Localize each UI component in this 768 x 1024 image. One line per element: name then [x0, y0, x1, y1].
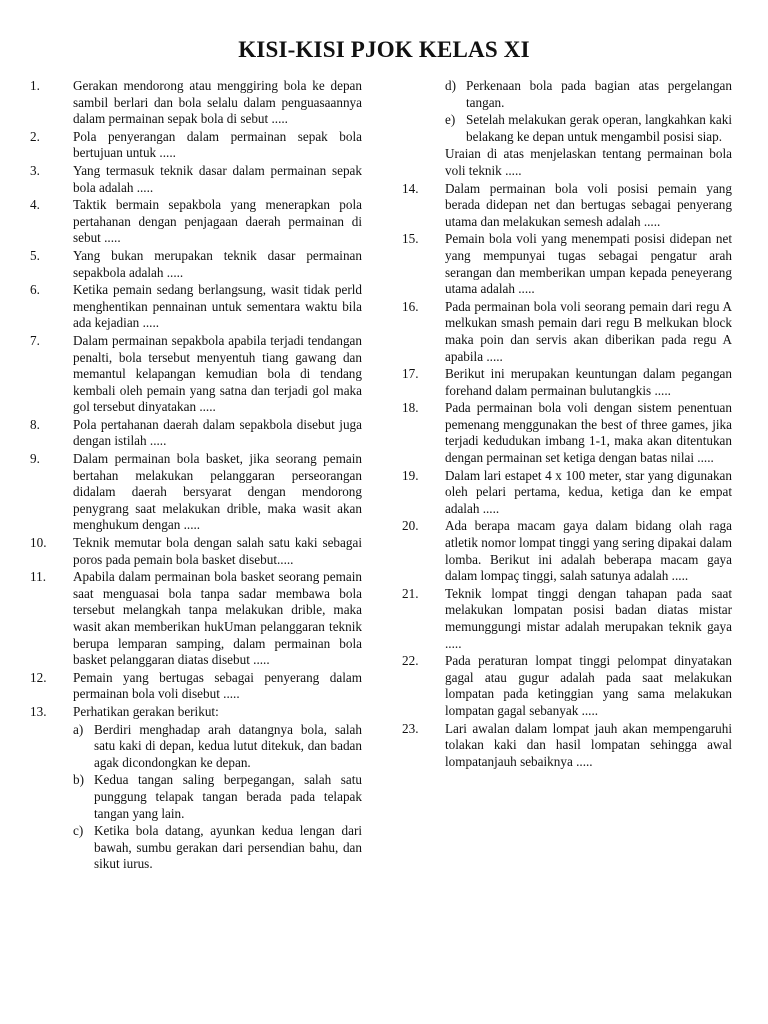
- question-text: Perhatikan gerakan berikut:: [73, 703, 219, 719]
- question-number: 10.: [30, 535, 47, 551]
- question-7: [30, 333, 362, 416]
- question-4: [30, 197, 362, 247]
- question-text: Dalam permainan bola voli posisi pemain yang berada didepan net dan bertugas sebagai penyerang utama dan melakukan semesh adalah .....: [445, 180, 732, 229]
- question-3: [30, 163, 362, 196]
- question-22: [402, 653, 732, 719]
- question-number: 22.: [402, 653, 419, 669]
- question-21: [402, 586, 732, 652]
- question-text: Pemain yang bertugas sebagai penyerang dalam permainan bola voli disebut .....: [73, 669, 362, 702]
- question-number: 18.: [402, 400, 419, 416]
- question-number: 9.: [30, 451, 40, 467]
- question-text: Pada peraturan lompat tinggi pelompat dinyatakan gagal atau gugur adalah pada saat melakukan lompatan pada ketinggian yang sama melakukan lompatan gagal sebanyak .....: [445, 653, 732, 718]
- option-text: Berdiri menghadap arah datangnya bola, salah satu kaki di depan, kedua lutut ditekuk, dan badan agak dicondongkan ke depan.: [94, 721, 362, 770]
- right-column: [402, 78, 732, 771]
- option-e: [445, 112, 732, 145]
- question-number: 19.: [402, 467, 419, 483]
- question-13-tail: Uraian di atas menjelaskan tentang permainan bola voli teknik .....: [445, 146, 732, 178]
- question-11: [30, 569, 362, 669]
- option-text: Ketika bola datang, ayunkan kedua lengan dari bawah, sumbu gerakan dari persendian bahu, dan sikut iurus.: [94, 823, 362, 872]
- question-9: [30, 451, 362, 534]
- question-5: [30, 248, 362, 281]
- question-number: 7.: [30, 332, 40, 348]
- question-15: [402, 231, 732, 297]
- question-16: [402, 299, 732, 365]
- question-17: [402, 366, 732, 399]
- question-number: 15.: [402, 231, 419, 247]
- option-text: Perkenaan bola pada bagian atas pergelangan tangan.: [466, 78, 732, 110]
- question-text: Pola penyerangan dalam permainan sepak bola bertujuan untuk .....: [73, 128, 362, 161]
- option-letter: d): [445, 78, 456, 93]
- option-letter: a): [73, 721, 84, 737]
- question-text: Pada permainan bola voli seorang pemain dari regu A melkukan smash pemain dari regu B melkukan block maka poin dan servis akan diberikan pada regu A apabila .....: [445, 298, 732, 364]
- question-23: [402, 721, 732, 771]
- option-b: [73, 772, 362, 822]
- question-text: Ketika pemain sedang berlangsung, wasit tidak perld menghentikan pennainan untuk sementara waktu bila ada kejadian .....: [73, 282, 362, 331]
- question-number: 1.: [30, 78, 40, 93]
- question-19: [402, 468, 732, 518]
- question-text: Dalam permainan bola basket, jika seorang pemain bertahan melakukan pelanggaran perseorangan didalam daerah bersyarat dengan mendorong penygrang saat melakukan drible, maka wasit akan menghukum dengan .....: [73, 451, 362, 533]
- question-text: Ada berapa macam gaya dalam bidang olah raga atletik nomor lompat tinggi yang sering dipakai dalam lomba. Berikut ini adalah beberapa macam gaya dalam lompaç tinggi, salah satunya adalah .....: [445, 518, 732, 584]
- question-8: [30, 417, 362, 450]
- left-column: [30, 78, 362, 874]
- question-10: [30, 535, 362, 568]
- question-text: Berikut ini merupakan keuntungan dalam pegangan forehand dalam permainan bulutangkis .....: [445, 366, 732, 398]
- question-number: 3.: [30, 162, 40, 178]
- question-text: Teknik lompat tinggi dengan tahapan pada saat melakukan lompatan posisi badan diatas mistar memunggungi mistar adalah merupakan teknik gaya .....: [445, 585, 732, 651]
- question-number: 20.: [402, 518, 419, 534]
- question-2: [30, 129, 362, 162]
- question-text: Yang bukan merupakan teknik dasar permainan sepakbola adalah .....: [73, 247, 362, 280]
- question-number: 23.: [402, 720, 419, 736]
- question-20: [402, 518, 732, 584]
- question-13: [30, 704, 362, 721]
- question-6: [30, 282, 362, 332]
- question-number: 8.: [30, 416, 40, 432]
- page-title: KISI-KISI PJOK KELAS XI: [238, 37, 530, 62]
- question-text: Taktik bermain sepakbola yang menerapkan pola pertahanan dengan penjagaan daerah permainan di sebut .....: [73, 197, 362, 246]
- question-number: 21.: [402, 585, 419, 601]
- question-number: 14.: [402, 180, 419, 196]
- question-18: [402, 400, 732, 466]
- question-number: 11.: [30, 569, 46, 585]
- question-text: Teknik memutar bola dengan salah satu kaki sebagai poros pada pemain bola basket disebut.....: [73, 535, 362, 567]
- question-number: 5.: [30, 247, 40, 263]
- option-d: [445, 78, 732, 111]
- question-number: 17.: [402, 366, 419, 382]
- question-text: Gerakan mendorong atau menggiring bola ke depan sambil berlari dan bola selalu dalam penguasaannya dalam permainan sepak bola di sebut .....: [73, 78, 362, 127]
- option-letter: e): [445, 112, 456, 128]
- question-text: Dalam permainan sepakbola apabila terjadi tendangan penalti, bola tersebut menyentuh tiang gawang dan memantul kelapangan kemudian bola di tendang kembali oleh pemain yang satna dan terjadi gol maka gol tersebut dinyatakan .....: [73, 332, 362, 415]
- question-14: [402, 181, 732, 231]
- question-number: 6.: [30, 282, 40, 298]
- question-number: 13.: [30, 703, 47, 719]
- question-text: Pola pertahanan daerah dalam sepakbola disebut juga dengan istilah .....: [73, 416, 362, 449]
- option-text: Setelah melakukan gerak operan, langkahkan kaki belakang ke depan untuk mengambil posisi siap.: [466, 112, 732, 144]
- question-13-options: [73, 722, 362, 873]
- option-letter: c): [73, 823, 84, 839]
- question-13-options-continued: [445, 78, 732, 145]
- question-number: 2.: [30, 128, 40, 144]
- question-number: 16.: [402, 298, 419, 314]
- question-text: Pemain bola voli yang menempati posisi didepan net yang mempunyai tugas sebagai pengatur arah serangan dan memberikan umpan kepada peneyerang utama adalah .....: [445, 231, 732, 297]
- question-text: Pada permainan bola voli dengan sistem penentuan pemenang menggunakan the best of three games, jika terjadi kedudukan imbang 1-1, maka akan ditentukan dengan permainan set ketiga dengan batas nilai .....: [445, 400, 732, 466]
- question-text: Apabila dalam permainan bola basket seorang pemain saat menguasai bola tanpa sadar membawa bola tersebut melangkah tanpa melakukan drible, maka wasit akan memberikan hukUman pelanggaran teknik berupa lemparan samping, dalam permainan bola basket pelanggaran diatas disebut .....: [73, 569, 362, 668]
- question-text: Yang termasuk teknik dasar dalam permainan sepak bola adalah .....: [73, 162, 362, 195]
- option-c: [73, 823, 362, 873]
- question-1: [30, 78, 362, 128]
- question-text: Lari awalan dalam lompat jauh akan mempengaruhi tolakan kaki dan hasil lompatan sehingga awal lompatanjauh sebaiknya .....: [445, 720, 732, 769]
- question-number: 4.: [30, 197, 40, 213]
- option-text: Kedua tangan saling berpegangan, salah satu punggung telapak tangan berada pada telapak tangan yang lain.: [94, 772, 362, 821]
- question-text: Dalam lari estapet 4 x 100 meter, star yang digunakan oleh pelari pertama, kedua, ketiga dan ke empat adalah .....: [445, 467, 732, 516]
- question-number: 12.: [30, 669, 47, 685]
- question-12: [30, 670, 362, 703]
- option-letter: b): [73, 772, 84, 788]
- option-a: [73, 722, 362, 772]
